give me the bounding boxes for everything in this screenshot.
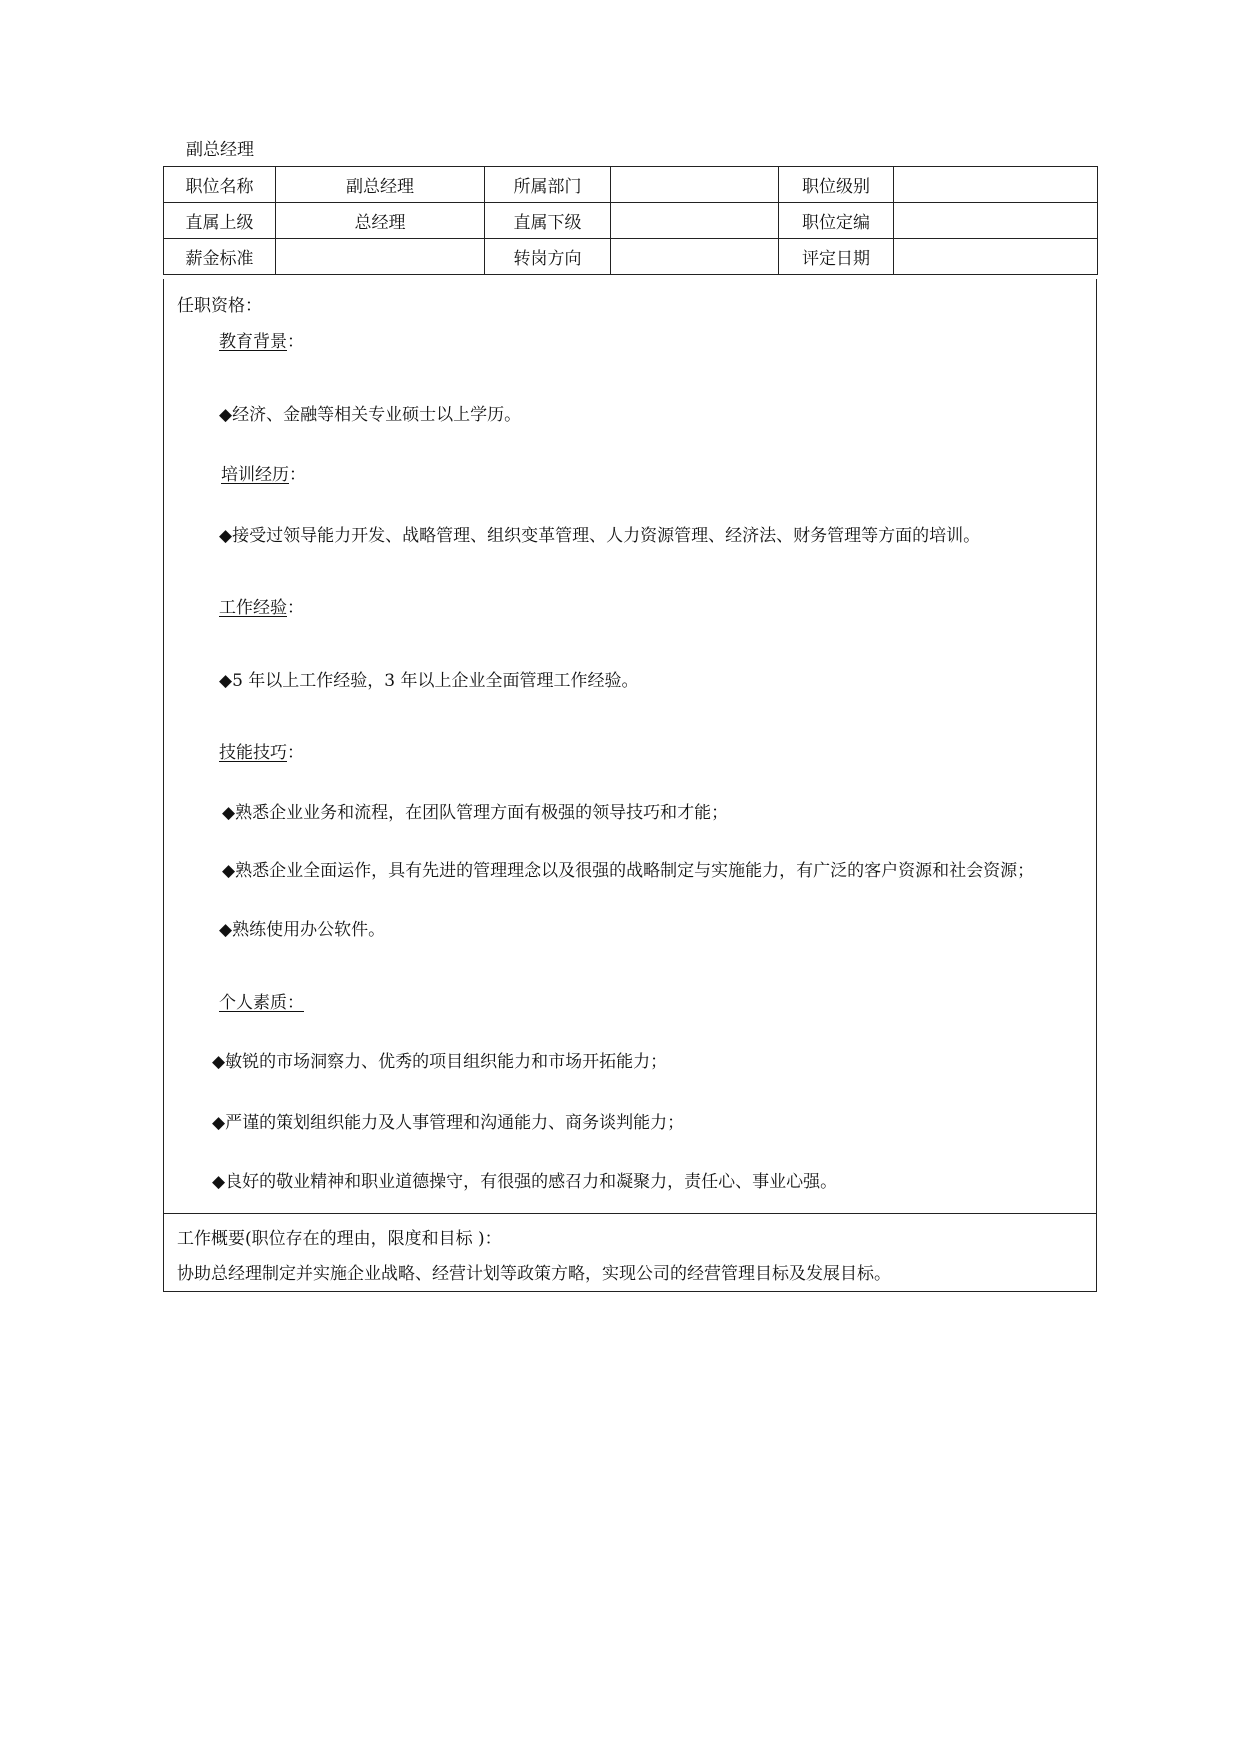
- education-item: ◆经济、金融等相关专业硕士以上学历。: [219, 405, 522, 425]
- table-row: [164, 203, 1098, 239]
- field-label-cell: 直属下级: [485, 203, 611, 239]
- training-item: ◆接受过领导能力开发、战略管理、组织变革管理、人力资源管理、经济法、财务管理等方面的培训。: [219, 526, 981, 546]
- education-heading: 教育背景：: [219, 332, 304, 352]
- field-value-cell: 副总经理: [276, 167, 485, 203]
- field-label-cell: 职位名称: [164, 167, 276, 203]
- field-value-cell: [611, 167, 779, 203]
- personal-heading: 个人素质：: [219, 993, 304, 1013]
- qualifications-label: 任职资格：: [177, 296, 262, 316]
- position-info-table: [163, 166, 1098, 275]
- summary-label: 工作概要(职位存在的理由，限度和目标 )：: [177, 1229, 502, 1249]
- skills-item: ◆熟悉企业全面运作，具有先进的管理理念以及很强的战略制定与实施能力，有广泛的客户资源和社会资源；: [222, 861, 1035, 881]
- field-value-cell: [894, 203, 1098, 239]
- field-value-cell: [894, 239, 1098, 275]
- personal-item: ◆严谨的策划组织能力及人事管理和沟通能力、商务谈判能力；: [212, 1113, 685, 1133]
- field-label-cell: 职位定编: [779, 203, 894, 239]
- field-value-cell: [611, 203, 779, 239]
- summary-section: [163, 1214, 1097, 1292]
- field-label-cell: 薪金标准: [164, 239, 276, 275]
- table-row: [164, 239, 1098, 275]
- field-value-cell: [276, 239, 485, 275]
- field-label-cell: 职位级别: [779, 167, 894, 203]
- field-value-cell: [894, 167, 1098, 203]
- table-row: [164, 167, 1098, 203]
- experience-item: ◆5 年以上工作经验，3 年以上企业全面管理工作经验。: [219, 671, 639, 691]
- skills-heading: 技能技巧：: [219, 743, 304, 763]
- personal-item: ◆敏锐的市场洞察力、优秀的项目组织能力和市场开拓能力；: [212, 1052, 668, 1072]
- page-title: 副总经理: [186, 140, 254, 160]
- skills-item: ◆熟悉企业业务和流程，在团队管理方面有极强的领导技巧和才能；: [222, 803, 729, 823]
- field-label-cell: 所属部门: [485, 167, 611, 203]
- skills-item: ◆熟练使用办公软件。: [219, 920, 386, 940]
- personal-item: ◆良好的敬业精神和职业道德操守，有很强的感召力和凝聚力，责任心、事业心强。: [212, 1172, 838, 1192]
- field-label-cell: 直属上级: [164, 203, 276, 239]
- training-heading: 培训经历：: [221, 465, 306, 485]
- field-value-cell: 总经理: [276, 203, 485, 239]
- field-value-cell: [611, 239, 779, 275]
- field-label-cell: 转岗方向: [485, 239, 611, 275]
- experience-heading: 工作经验：: [219, 598, 304, 618]
- qualifications-section: [163, 279, 1097, 1214]
- summary-text: 协助总经理制定并实施企业战略、经营计划等政策方略，实现公司的经营管理目标及发展目标。: [177, 1264, 891, 1284]
- field-label-cell: 评定日期: [779, 239, 894, 275]
